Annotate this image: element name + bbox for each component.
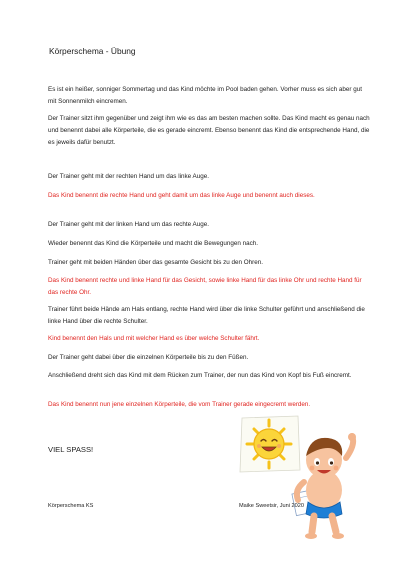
paragraph-intro-2: Der Trainer sitzt ihm gegenüber und zeigt ihm wie es das am besten machen sollte. Das Kind macht es genau nach und benennt dabei alle Körperteile, die es gerade eincremt. Ebenso benennt das Kind die entsprechende Hand, die es jeweils dafür benutzt. (48, 115, 370, 146)
paragraph-child-names-parts: Das Kind benennt nun jene einzelnen Körperteile, die vom Trainer gerade eingecremt werden. (48, 401, 311, 408)
paragraph-trainer-left-hand: Der Trainer geht mit der linken Hand um das rechte Auge. (48, 221, 210, 228)
paragraph-child-repeats: Wieder benennt das Kind die Körperteile und macht die Bewegungen nach. (48, 240, 259, 247)
waving-child-icon (286, 432, 362, 549)
paragraph-child-left-eye: Das Kind benennt die rechte Hand und geht damit um das linke Auge und benennt auch dieses. (48, 192, 315, 199)
closing-text: VIEL SPASS! (48, 445, 94, 454)
paragraph-child-back: Anschließend dreht sich das Kind mit dem Rücken zum Trainer, der nun das Kind von Kopf bis Fuß eincremt. (48, 372, 352, 379)
paragraph-intro-1: Es ist ein heißer, sonniger Sommertag und das Kind möchte im Pool baden gehen. Vorher muss es sich aber gut mit Sonnenmilch eincremen. (48, 86, 362, 105)
document-title: Körperschema - Übung (49, 46, 136, 56)
paragraph-child-neck: Kind benennt den Hals und mit welcher Hand es über welche Schulter fährt. (48, 335, 260, 342)
footer-right: Maike Sweetsir, Juni 2020 (239, 503, 304, 509)
paragraph-trainer-feet: Der Trainer geht dabei über die einzelnen Körperteile bis zu den Füßen. (48, 354, 249, 361)
paragraph-trainer-neck: Trainer führt beide Hände am Hals entlang, rechte Hand wird über die linke Schulter geführt und anschließend die linke Hand über die rechte Schulter. (48, 306, 365, 325)
footer-left: Körperschema KS (48, 503, 94, 509)
paragraph-child-face-ears: Das Kind benennt rechte und linke Hand für das Gesicht, sowie linke Hand für das linke Ohr und rechte Hand für das rechte Ohr. (48, 277, 362, 296)
paragraph-trainer-right-hand: Der Trainer geht mit der rechten Hand um das linke Auge. (48, 173, 210, 180)
paragraph-trainer-face: Trainer geht mit beiden Händen über das gesamte Gesicht bis zu den Ohren. (48, 259, 264, 266)
